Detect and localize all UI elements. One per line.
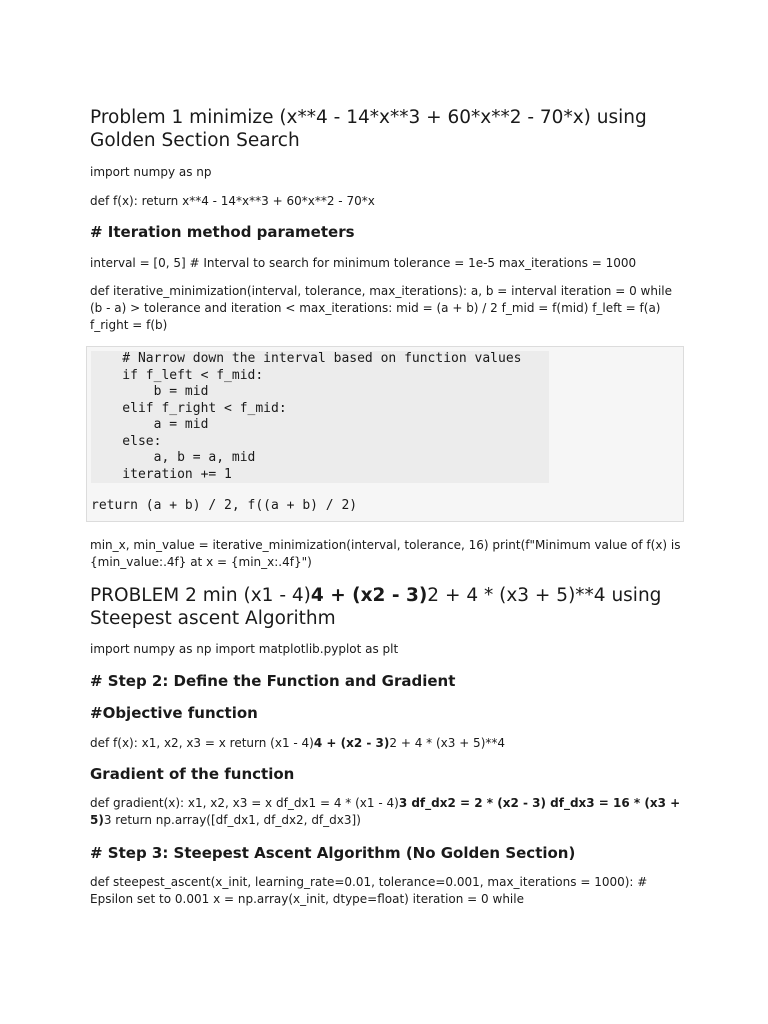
steepest-ascent-line: def steepest_ascent(x_init, learning_rate=0.01, tolerance=0.001, max_iterations = 1000): # Epsilon set to 0.001 x = np.array(x_init, dtype=float) iteration = 0 while [90,875,648,906]
def-f-part-c: 2 + 4 * (x3 + 5)**4 [389,736,506,750]
problem1-title: Problem 1 minimize (x**4 - 14*x**3 + 60*x**2 - 70*x) using Golden Section Search [90,107,647,151]
problem1-import: import numpy as np [90,165,212,179]
gradient-part-a: def gradient(x): x1, x2, x3 = x df_dx1 = 4 * (x1 - 4) [90,796,399,810]
code-line: elif f_right < f_mid: [91,400,287,416]
gradient-heading: Gradient of the function [90,765,295,783]
problem2-def-f [90,735,686,752]
problem2-title-part-c: 2 + 4 * (x3 + 5)**4 using Steepest ascent Algorithm [90,585,662,629]
code-return-line: return (a + b) / 2, f((a + b) / 2) [91,498,358,513]
code-line: a = mid [91,417,209,432]
result-line: min_x, min_value = iterative_minimization(interval, tolerance, 16) print(f"Minimum value of f(x) is {min_value:.4f} at x = {min_x:.4f}") [90,538,681,569]
code-line: # Narrow down the interval based on function values [91,351,522,366]
def-iterative-minimization: def iterative_minimization(interval, tolerance, max_iterations): a, b = interval iteration = 0 while (b - a) > tolerance and iteration < max_iterations: mid = (a + b) / 2 f_mid = f(mid) f_left = f(a) f_right = f(b) [90,284,672,332]
code-line: iteration += 1 [91,466,232,482]
step3-heading: # Step 3: Steepest Ascent Algorithm (No Golden Section) [90,844,576,862]
code-line: if f_left < f_mid: [91,367,264,383]
problem2-import: import numpy as np import matplotlib.pyplot as plt [90,642,399,656]
def-gradient [90,795,686,829]
code-line: a, b = a, mid [91,450,256,465]
step2-heading: # Step 2: Define the Function and Gradient [90,672,456,690]
gradient-part-b: 3 df_dx2 = 2 * (x2 - 3) df_dx3 = 16 * (x3 + 5) [90,796,681,827]
problem2-title-part-a: PROBLEM 2 min (x1 - 4) [90,585,311,606]
objective-heading: #Objective function [90,704,258,722]
def-f-part-a: def f(x): x1, x2, x3 = x return (x1 - 4) [90,736,314,750]
code-line: else: [91,433,162,449]
problem2-title [90,584,686,630]
def-f-part-b: 4 + (x2 - 3) [313,736,390,750]
problem2-title-part-b: 4 + (x2 - 3) [310,585,428,606]
problem1-def-f: def f(x): return x**4 - 14*x**3 + 60*x**2 - 70*x [90,194,375,208]
params-line: interval = [0, 5] # Interval to search for minimum tolerance = 1e-5 max_iterations = 1000 [90,256,637,270]
code-block [86,346,684,522]
code-highlight [91,351,549,483]
code-line: b = mid [91,384,209,399]
params-heading: # Iteration method parameters [90,223,355,241]
gradient-part-c: 3 return np.array([df_dx1, df_dx2, df_dx3]) [103,813,361,827]
